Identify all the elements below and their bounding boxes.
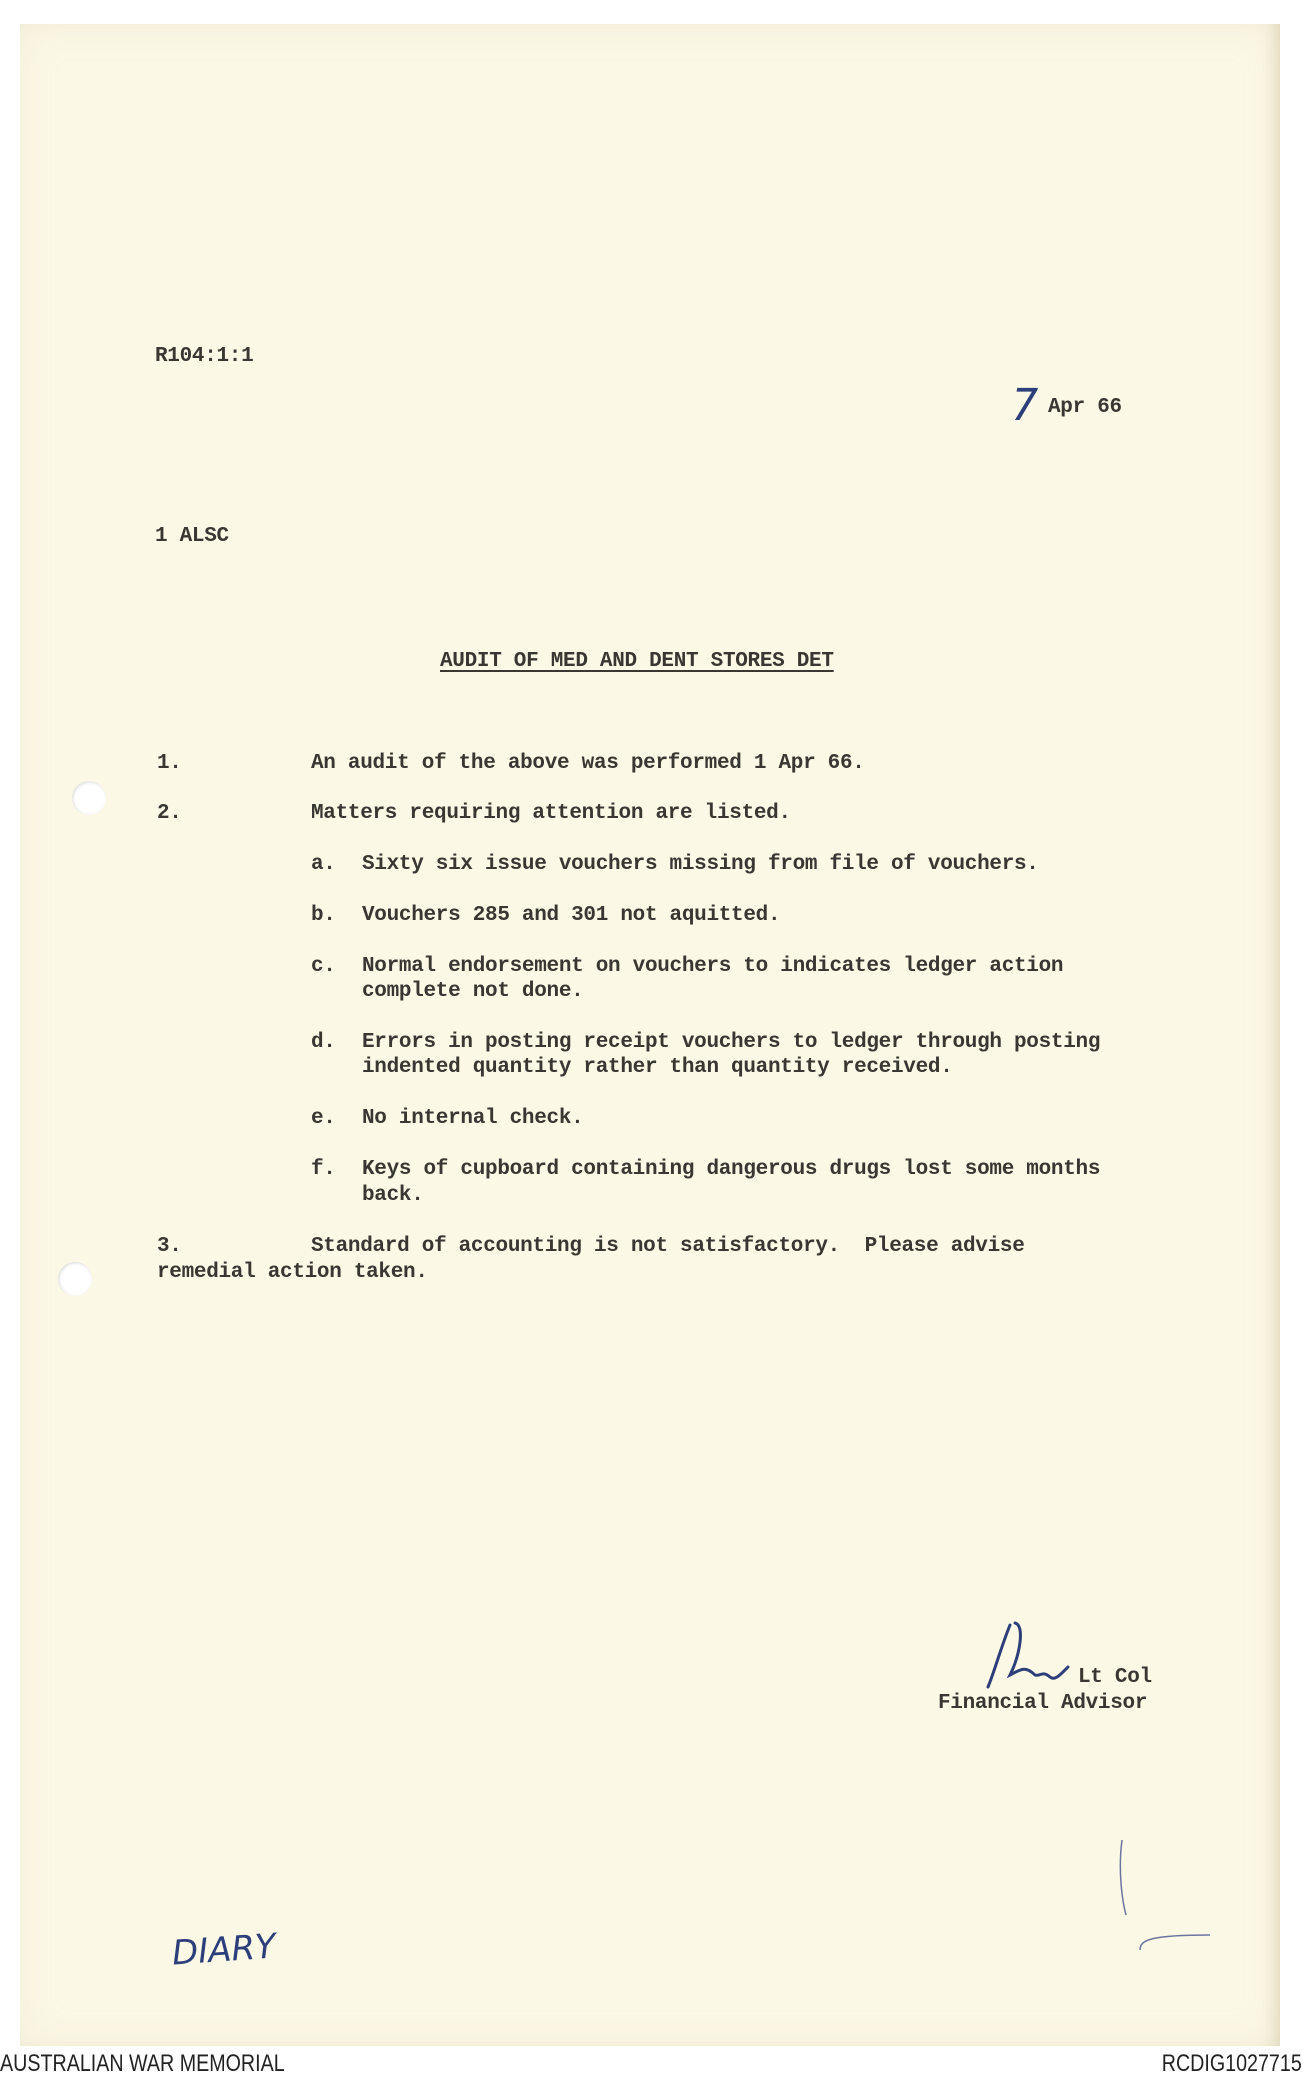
punch-hole: [58, 1262, 92, 1296]
paragraph-number: 2.: [157, 802, 182, 825]
item-text: indented quantity rather than quantity received.: [362, 1056, 953, 1079]
item-letter: d.: [311, 1031, 336, 1054]
item-text: Vouchers 285 and 301 not aquitted.: [362, 904, 781, 927]
item-text: Sixty six issue vouchers missing from file of vouchers.: [362, 853, 1039, 876]
paragraph-text: Matters requiring attention are listed.: [311, 802, 791, 825]
item-text: Keys of cupboard containing dangerous drugs lost some months: [362, 1158, 1101, 1181]
document-title: AUDIT OF MED AND DENT STORES DET: [440, 650, 834, 673]
paragraph-number: 1.: [157, 752, 182, 775]
signature-title: Financial Advisor: [938, 1692, 1148, 1715]
paragraph-text: An audit of the above was performed 1 Apr 66.: [311, 752, 865, 775]
signature-icon: [980, 1615, 1080, 1695]
item-text: No internal check.: [362, 1107, 584, 1130]
item-text: Normal endorsement on vouchers to indicates ledger action: [362, 955, 1064, 978]
paragraph-number: 3.: [157, 1235, 182, 1258]
paragraph-text: remedial action taken.: [157, 1261, 428, 1284]
pen-mark-icon: [1110, 1830, 1280, 1960]
footer-id: RCDIG1027715: [1161, 2050, 1302, 2077]
item-text: complete not done.: [362, 980, 584, 1003]
handwritten-note: DIARY: [170, 1926, 278, 1974]
item-text: back.: [362, 1184, 424, 1207]
addressee: 1 ALSC: [155, 525, 229, 548]
file-reference: R104:1:1: [155, 345, 254, 368]
item-letter: a.: [311, 853, 336, 876]
item-letter: b.: [311, 904, 336, 927]
signature-rank: Lt Col: [1078, 1666, 1152, 1689]
handwritten-date-day: 7: [1004, 380, 1044, 431]
date: Apr 66: [1048, 396, 1122, 419]
item-text: Errors in posting receipt vouchers to ledger through posting: [362, 1031, 1101, 1054]
item-letter: f.: [311, 1158, 336, 1181]
punch-hole: [72, 781, 106, 815]
item-letter: c.: [311, 955, 336, 978]
footer-source: AUSTRALIAN WAR MEMORIAL: [0, 2050, 285, 2077]
item-letter: e.: [311, 1107, 336, 1130]
paragraph-text: Standard of accounting is not satisfactory. Please advise: [311, 1235, 1025, 1258]
